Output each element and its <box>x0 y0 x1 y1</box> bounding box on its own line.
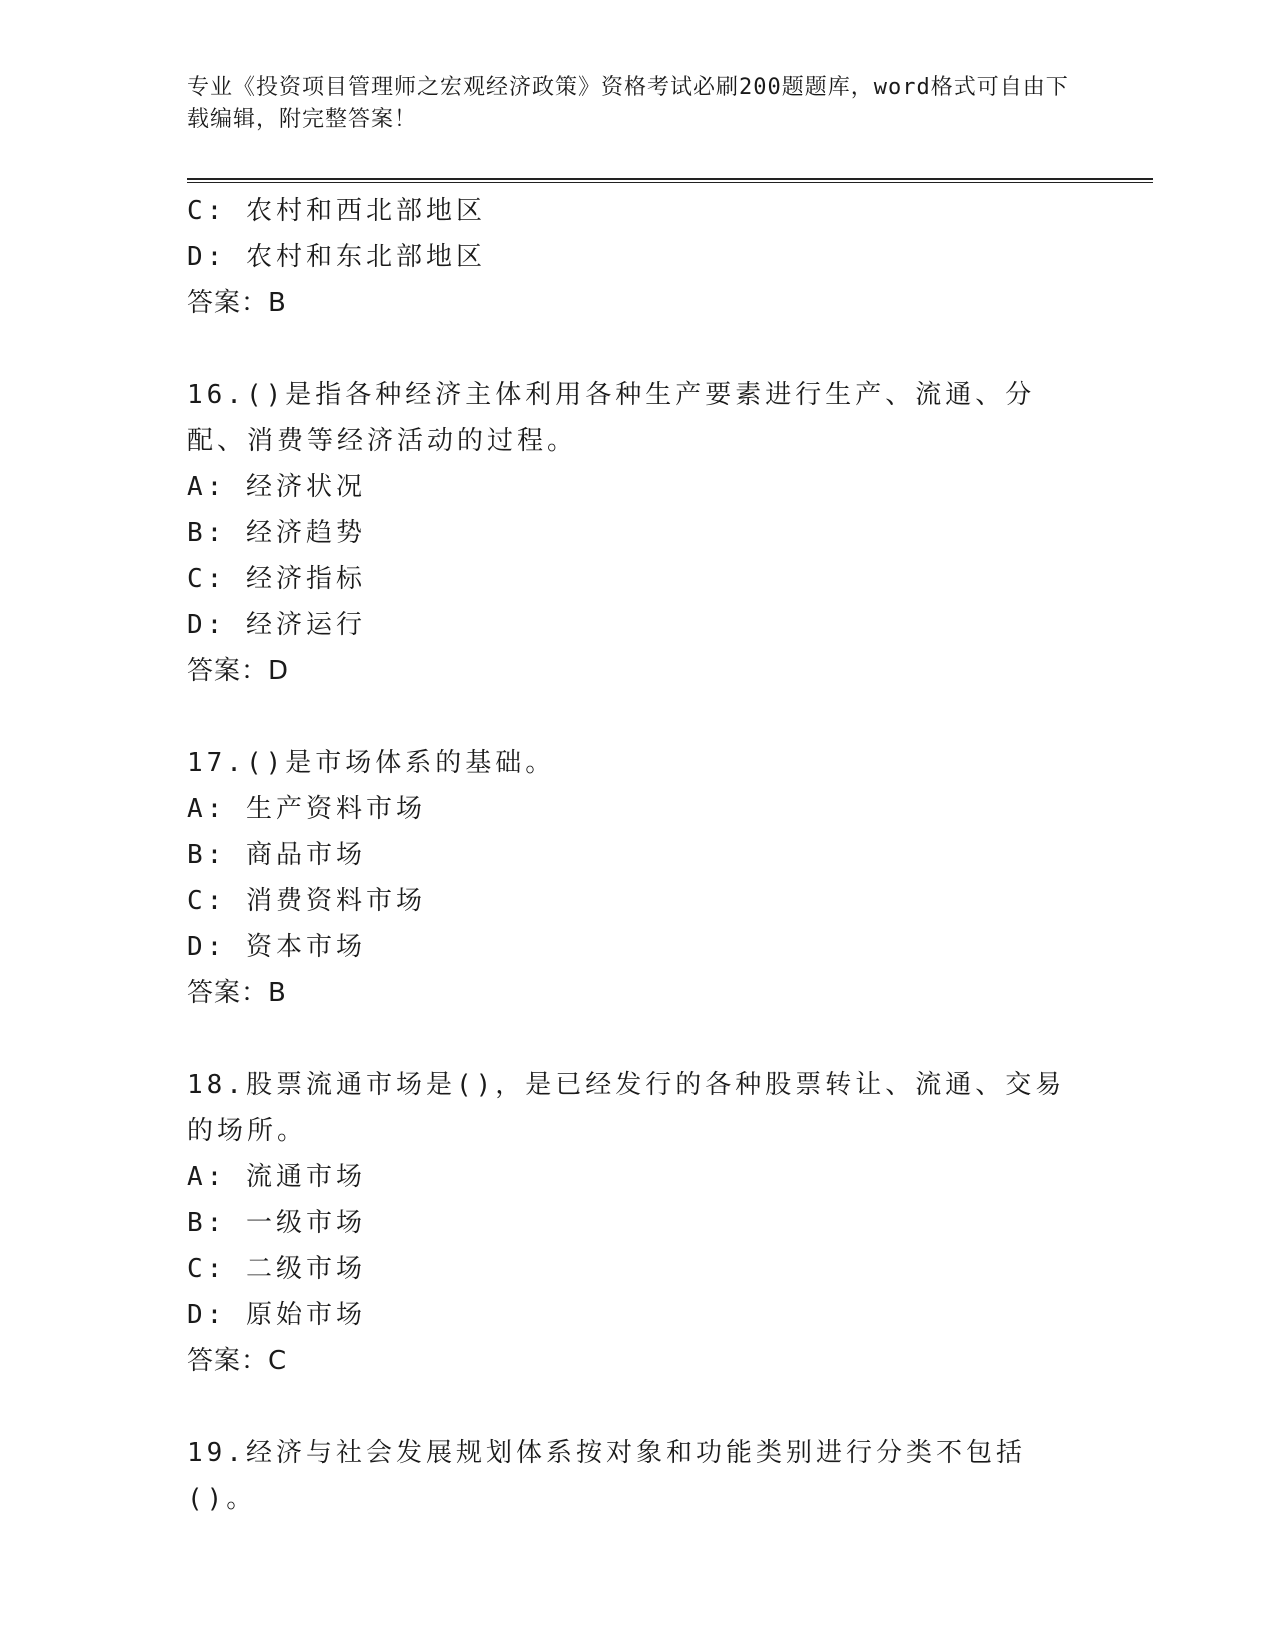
option-a: A: 生产资料市场 <box>187 794 426 824</box>
question-list <box>187 188 1087 1522</box>
spacer <box>187 1384 1087 1430</box>
question-text: 18.股票流通市场是()，是已经发行的各种股票转让、流通、交易的场所。 <box>187 1070 1066 1146</box>
spacer <box>187 1016 1087 1062</box>
question-15-tail <box>187 188 1087 326</box>
option-d: D: 资本市场 <box>187 932 366 962</box>
question-16 <box>187 372 1087 694</box>
answer: 答案：C <box>187 1346 288 1376</box>
answer: 答案：D <box>187 656 290 686</box>
question-text: 17.()是市场体系的基础。 <box>187 748 556 778</box>
page-header: 专业《投资项目管理师之宏观经济政策》资格考试必刷200题题库，word格式可自由下载编辑，附完整答案！ <box>187 75 1069 132</box>
question-text: 19.经济与社会发展规划体系按对象和功能类别进行分类不包括()。 <box>187 1438 1026 1514</box>
spacer <box>187 326 1087 372</box>
option-d: D: 原始市场 <box>187 1300 366 1330</box>
option-a: A: 流通市场 <box>187 1162 366 1192</box>
option-c: C: 消费资料市场 <box>187 886 426 916</box>
question-17 <box>187 740 1087 1016</box>
option-b: B: 商品市场 <box>187 840 366 870</box>
option-d: D: 经济运行 <box>187 610 366 640</box>
option-c: C: 二级市场 <box>187 1254 366 1284</box>
option-a: A: 经济状况 <box>187 472 366 502</box>
answer: 答案：B <box>187 978 287 1008</box>
question-18 <box>187 1062 1087 1384</box>
question-19 <box>187 1430 1087 1522</box>
option-c: C: 经济指标 <box>187 564 366 594</box>
question-text: 16.()是指各种经济主体利用各种生产要素进行生产、流通、分配、消费等经济活动的过程。 <box>187 380 1036 456</box>
option-d: D: 农村和东北部地区 <box>187 242 486 272</box>
answer: 答案：B <box>187 288 287 318</box>
header-divider <box>187 178 1153 183</box>
spacer <box>187 694 1087 740</box>
option-b: B: 一级市场 <box>187 1208 366 1238</box>
option-c: C: 农村和西北部地区 <box>187 196 486 226</box>
option-b: B: 经济趋势 <box>187 518 366 548</box>
